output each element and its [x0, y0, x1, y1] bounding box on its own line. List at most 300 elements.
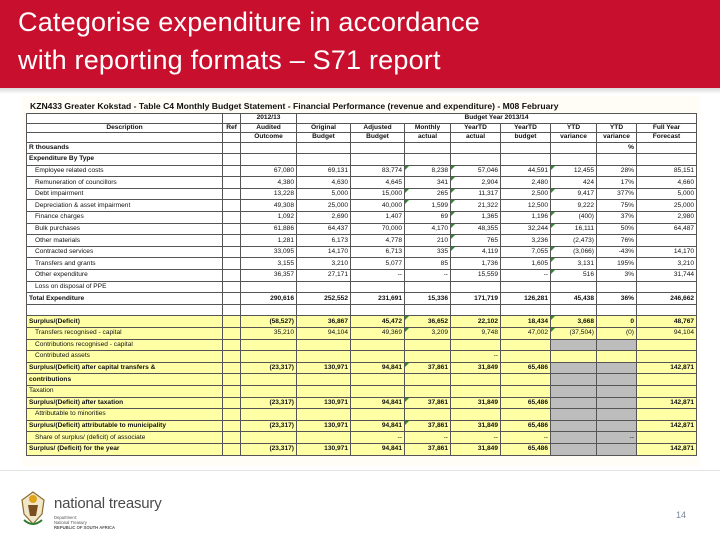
ref-cell — [223, 258, 241, 270]
value-cell: 2,690 — [297, 212, 351, 224]
value-cell — [351, 351, 405, 363]
value-cell — [297, 432, 351, 444]
column-header: Ref — [223, 123, 241, 133]
value-cell — [405, 142, 451, 154]
year-header-row — [27, 114, 697, 124]
row-label: Surplus/(Deficit) after taxation — [27, 397, 223, 409]
value-cell: % — [597, 142, 637, 154]
footer-divider — [0, 470, 720, 471]
value-cell: 75% — [597, 200, 637, 212]
value-cell: 1,407 — [351, 212, 405, 224]
value-cell: 21,322 — [451, 200, 501, 212]
table-row — [27, 374, 697, 386]
slide-header — [0, 0, 720, 88]
value-cell: 17% — [597, 177, 637, 189]
value-cell — [501, 409, 551, 421]
value-cell: -- — [451, 432, 501, 444]
value-cell: 36,867 — [297, 316, 351, 328]
column-header-sub: variance — [551, 133, 597, 143]
column-header-sub: Budget — [297, 133, 351, 143]
value-cell: 28% — [597, 165, 637, 177]
table-row — [27, 339, 697, 351]
value-cell — [551, 281, 597, 293]
ref-cell — [223, 420, 241, 432]
value-cell — [297, 142, 351, 154]
ref-cell — [223, 246, 241, 258]
value-cell: (23,317) — [241, 362, 297, 374]
value-cell — [551, 397, 597, 409]
value-cell: 64,437 — [297, 223, 351, 235]
value-cell — [351, 142, 405, 154]
value-cell: 1,599 — [405, 200, 451, 212]
value-cell: 9,417 — [551, 188, 597, 200]
value-cell — [637, 281, 697, 293]
ref-cell — [223, 328, 241, 340]
row-label: Transfers recognised - capital — [27, 328, 223, 340]
value-cell: 9,222 — [551, 200, 597, 212]
value-cell: 2,980 — [637, 212, 697, 224]
value-cell: 49,308 — [241, 200, 297, 212]
value-cell: (3,066) — [551, 246, 597, 258]
value-cell — [451, 385, 501, 397]
slide-title-line-1: Categorise expenditure in accordance — [18, 7, 480, 37]
value-cell: 36,357 — [241, 270, 297, 282]
value-cell — [501, 339, 551, 351]
value-cell: -- — [405, 270, 451, 282]
value-cell: 31,849 — [451, 397, 501, 409]
ref-cell — [223, 293, 241, 305]
value-cell — [551, 339, 597, 351]
value-cell: 6,713 — [351, 246, 405, 258]
table-row — [27, 397, 697, 409]
value-cell: 130,971 — [297, 362, 351, 374]
value-cell: 6,173 — [297, 235, 351, 247]
value-cell: 377% — [597, 188, 637, 200]
value-cell: 0 — [597, 316, 637, 328]
value-cell: -- — [351, 432, 405, 444]
row-label: Employee related costs — [27, 165, 223, 177]
value-cell — [241, 432, 297, 444]
value-cell — [597, 362, 637, 374]
value-cell — [241, 304, 297, 316]
ref-cell — [223, 385, 241, 397]
value-cell: 142,871 — [637, 443, 697, 455]
value-cell: 5,000 — [637, 188, 697, 200]
value-cell: 5,077 — [351, 258, 405, 270]
table-row — [27, 351, 697, 363]
ref-cell — [223, 409, 241, 421]
ref-cell — [223, 270, 241, 282]
value-cell — [551, 409, 597, 421]
value-cell: 4,660 — [637, 177, 697, 189]
value-cell — [297, 281, 351, 293]
value-cell — [501, 281, 551, 293]
row-label: Surplus/ (Deficit) for the year — [27, 443, 223, 455]
ref-cell — [223, 281, 241, 293]
row-label: Depreciation & asset impairment — [27, 200, 223, 212]
table-row — [27, 142, 697, 154]
value-cell — [637, 304, 697, 316]
row-label: Share of surplus/ (deficit) of associate — [27, 432, 223, 444]
value-cell: 3,668 — [551, 316, 597, 328]
ref-cell — [223, 443, 241, 455]
column-header-sub: Budget — [351, 133, 405, 143]
value-cell: 94,841 — [351, 443, 405, 455]
value-cell: 1,736 — [451, 258, 501, 270]
value-cell: (0) — [597, 328, 637, 340]
value-cell: 7,055 — [501, 246, 551, 258]
value-cell — [241, 142, 297, 154]
value-cell — [351, 339, 405, 351]
prior-year-header: 2012/13 — [241, 114, 297, 124]
value-cell: 4,119 — [451, 246, 501, 258]
value-cell: -- — [501, 432, 551, 444]
row-label: Other materials — [27, 235, 223, 247]
row-label: Taxation — [27, 385, 223, 397]
value-cell — [597, 281, 637, 293]
value-cell: 16,111 — [551, 223, 597, 235]
row-label: Other expenditure — [27, 270, 223, 282]
value-cell: 64,487 — [637, 223, 697, 235]
ref-cell — [223, 397, 241, 409]
table-row — [27, 304, 697, 316]
value-cell — [551, 443, 597, 455]
value-cell: 57,046 — [451, 165, 501, 177]
value-cell: 130,971 — [297, 420, 351, 432]
value-cell: 15,336 — [405, 293, 451, 305]
value-cell — [551, 432, 597, 444]
row-label: Finance charges — [27, 212, 223, 224]
value-cell — [351, 304, 405, 316]
value-cell: 1,281 — [241, 235, 297, 247]
value-cell: 31,744 — [637, 270, 697, 282]
value-cell: 2,500 — [501, 188, 551, 200]
value-cell: 65,486 — [501, 443, 551, 455]
value-cell: 65,486 — [501, 420, 551, 432]
table-row — [27, 293, 697, 305]
value-cell: 3,131 — [551, 258, 597, 270]
value-cell: (58,527) — [241, 316, 297, 328]
table-row — [27, 212, 697, 224]
value-cell: 1,365 — [451, 212, 501, 224]
value-cell: 3,210 — [297, 258, 351, 270]
row-label: Attributable to minorities — [27, 409, 223, 421]
row-label: R thousands — [27, 142, 223, 154]
value-cell: 37% — [597, 212, 637, 224]
value-cell: 142,871 — [637, 397, 697, 409]
value-cell: 37,861 — [405, 397, 451, 409]
column-header: YTD — [551, 123, 597, 133]
value-cell — [241, 154, 297, 166]
value-cell: 36% — [597, 293, 637, 305]
value-cell — [405, 281, 451, 293]
value-cell — [451, 154, 501, 166]
value-cell: 5,000 — [297, 188, 351, 200]
value-cell: (23,317) — [241, 443, 297, 455]
value-cell: 45,438 — [551, 293, 597, 305]
value-cell — [451, 409, 501, 421]
value-cell: 48,355 — [451, 223, 501, 235]
value-cell — [551, 142, 597, 154]
value-cell — [551, 351, 597, 363]
value-cell: 85,151 — [637, 165, 697, 177]
row-label: Expenditure By Type — [27, 154, 223, 166]
header-shadow — [0, 88, 720, 94]
column-header-sub: variance — [597, 133, 637, 143]
column-header: Original — [297, 123, 351, 133]
value-cell: 14,170 — [637, 246, 697, 258]
table-row — [27, 154, 697, 166]
value-cell: 48,767 — [637, 316, 697, 328]
value-cell: 142,871 — [637, 362, 697, 374]
value-cell: 335 — [405, 246, 451, 258]
value-cell — [351, 374, 405, 386]
value-cell: 32,244 — [501, 223, 551, 235]
value-cell — [297, 409, 351, 421]
value-cell: -- — [597, 432, 637, 444]
ref-cell — [223, 177, 241, 189]
value-cell — [637, 235, 697, 247]
value-cell: 3% — [597, 270, 637, 282]
row-label: Bulk purchases — [27, 223, 223, 235]
value-cell — [597, 397, 637, 409]
table-row — [27, 200, 697, 212]
table-row — [27, 165, 697, 177]
ref-cell — [223, 304, 241, 316]
value-cell: (23,317) — [241, 420, 297, 432]
value-cell: 83,774 — [351, 165, 405, 177]
page-number: 14 — [676, 510, 687, 520]
value-cell: 65,486 — [501, 397, 551, 409]
value-cell: -43% — [597, 246, 637, 258]
value-cell — [297, 374, 351, 386]
value-cell: 195% — [597, 258, 637, 270]
ref-cell — [223, 200, 241, 212]
value-cell: 265 — [405, 188, 451, 200]
value-cell: 22,102 — [451, 316, 501, 328]
value-cell: 44,591 — [501, 165, 551, 177]
value-cell: 4,170 — [405, 223, 451, 235]
value-cell: 25,000 — [297, 200, 351, 212]
value-cell: 246,662 — [637, 293, 697, 305]
table-row — [27, 432, 697, 444]
value-cell — [241, 281, 297, 293]
value-cell: 15,000 — [351, 188, 405, 200]
value-cell: 37,861 — [405, 362, 451, 374]
value-cell — [637, 351, 697, 363]
table-row — [27, 420, 697, 432]
table-row — [27, 258, 697, 270]
column-header-sub — [27, 133, 223, 143]
budget-statement-sheet — [22, 96, 700, 466]
table-row — [27, 188, 697, 200]
value-cell — [551, 362, 597, 374]
value-cell: 94,841 — [351, 397, 405, 409]
value-cell — [501, 385, 551, 397]
column-header: YearTD — [451, 123, 501, 133]
value-cell — [405, 154, 451, 166]
value-cell — [597, 420, 637, 432]
value-cell — [501, 304, 551, 316]
value-cell — [551, 154, 597, 166]
value-cell: 290,616 — [241, 293, 297, 305]
value-cell: 37,861 — [405, 420, 451, 432]
value-cell: -- — [501, 270, 551, 282]
row-label: Remuneration of councillors — [27, 177, 223, 189]
value-cell: 1,196 — [501, 212, 551, 224]
row-label: Transfers and grants — [27, 258, 223, 270]
row-label — [27, 304, 223, 316]
value-cell — [597, 339, 637, 351]
value-cell: 12,500 — [501, 200, 551, 212]
value-cell: 94,841 — [351, 420, 405, 432]
value-cell: 18,434 — [501, 316, 551, 328]
column-header-sub: actual — [405, 133, 451, 143]
value-cell: 9,748 — [451, 328, 501, 340]
value-cell — [351, 385, 405, 397]
value-cell: 765 — [451, 235, 501, 247]
value-cell — [637, 409, 697, 421]
row-label: Contributed assets — [27, 351, 223, 363]
ref-cell — [223, 362, 241, 374]
ref-cell — [223, 235, 241, 247]
value-cell: 85 — [405, 258, 451, 270]
value-cell: 31,849 — [451, 420, 501, 432]
row-label: Debt impairment — [27, 188, 223, 200]
value-cell: 27,171 — [297, 270, 351, 282]
value-cell: 94,104 — [297, 328, 351, 340]
brand-country: REPUBLIC OF SOUTH AFRICA — [54, 525, 116, 530]
table-row — [27, 270, 697, 282]
value-cell: 126,281 — [501, 293, 551, 305]
ref-cell — [223, 212, 241, 224]
column-header: YTD — [597, 123, 637, 133]
value-cell — [501, 142, 551, 154]
value-cell: 37,861 — [405, 443, 451, 455]
value-cell: 2,904 — [451, 177, 501, 189]
value-cell: (37,504) — [551, 328, 597, 340]
value-cell — [637, 154, 697, 166]
budget-table — [26, 113, 697, 456]
value-cell — [597, 374, 637, 386]
value-cell: 171,719 — [451, 293, 501, 305]
ref-cell — [223, 142, 241, 154]
value-cell: 3,236 — [501, 235, 551, 247]
table-row — [27, 281, 697, 293]
value-cell — [351, 281, 405, 293]
ref-cell — [223, 188, 241, 200]
value-cell: 35,210 — [241, 328, 297, 340]
value-cell: 3,210 — [637, 258, 697, 270]
value-cell — [637, 374, 697, 386]
value-cell — [297, 339, 351, 351]
value-cell — [297, 385, 351, 397]
header-blank — [27, 114, 223, 124]
column-header-sub: Forecast — [637, 133, 697, 143]
value-cell — [351, 154, 405, 166]
value-cell: 33,095 — [241, 246, 297, 258]
table-row — [27, 223, 697, 235]
value-cell — [405, 374, 451, 386]
value-cell: 14,170 — [297, 246, 351, 258]
value-cell: 130,971 — [297, 443, 351, 455]
value-cell — [451, 374, 501, 386]
table-row — [27, 177, 697, 189]
value-cell: 69,131 — [297, 165, 351, 177]
value-cell: 61,886 — [241, 223, 297, 235]
value-cell: 67,080 — [241, 165, 297, 177]
value-cell — [501, 154, 551, 166]
table-row — [27, 409, 697, 421]
row-label: Contracted services — [27, 246, 223, 258]
ref-cell — [223, 374, 241, 386]
row-label: Surplus/(Deficit) after capital transfers & — [27, 362, 223, 374]
row-label: Surplus/(Deficit) — [27, 316, 223, 328]
value-cell — [551, 385, 597, 397]
value-cell: 424 — [551, 177, 597, 189]
table-row — [27, 328, 697, 340]
value-cell — [451, 281, 501, 293]
value-cell: 4,645 — [351, 177, 405, 189]
column-header: Audited — [241, 123, 297, 133]
row-label: Contributions recognised - capital — [27, 339, 223, 351]
value-cell: 2,480 — [501, 177, 551, 189]
value-cell: 210 — [405, 235, 451, 247]
value-cell — [451, 339, 501, 351]
value-cell — [405, 351, 451, 363]
value-cell: 3,209 — [405, 328, 451, 340]
ref-cell — [223, 351, 241, 363]
value-cell: 516 — [551, 270, 597, 282]
ref-cell — [223, 339, 241, 351]
value-cell — [637, 432, 697, 444]
header-blank — [223, 114, 241, 124]
value-cell: 94,104 — [637, 328, 697, 340]
row-label: Surplus/(Deficit) attributable to municipality — [27, 420, 223, 432]
value-cell: 1,605 — [501, 258, 551, 270]
value-cell: 231,691 — [351, 293, 405, 305]
brand-name: national treasury — [54, 495, 162, 512]
ref-cell — [223, 223, 241, 235]
budget-table-body — [27, 142, 697, 455]
coat-of-arms-icon — [18, 490, 48, 528]
value-cell: 341 — [405, 177, 451, 189]
value-cell — [405, 409, 451, 421]
value-cell: (23,317) — [241, 397, 297, 409]
value-cell — [451, 304, 501, 316]
value-cell: 142,871 — [637, 420, 697, 432]
value-cell — [551, 420, 597, 432]
column-header: Full Year — [637, 123, 697, 133]
ref-cell — [223, 316, 241, 328]
value-cell: 49,369 — [351, 328, 405, 340]
value-cell: 4,778 — [351, 235, 405, 247]
value-cell: 252,552 — [297, 293, 351, 305]
budget-year-header: Budget Year 2013/14 — [297, 114, 697, 124]
value-cell — [597, 351, 637, 363]
value-cell — [637, 339, 697, 351]
ref-cell — [223, 165, 241, 177]
value-cell — [405, 304, 451, 316]
value-cell — [241, 385, 297, 397]
column-header: Monthly — [405, 123, 451, 133]
value-cell — [405, 339, 451, 351]
row-label: Total Expenditure — [27, 293, 223, 305]
value-cell: 70,000 — [351, 223, 405, 235]
column-header-sub — [223, 133, 241, 143]
value-cell: 31,849 — [451, 443, 501, 455]
table-row — [27, 316, 697, 328]
